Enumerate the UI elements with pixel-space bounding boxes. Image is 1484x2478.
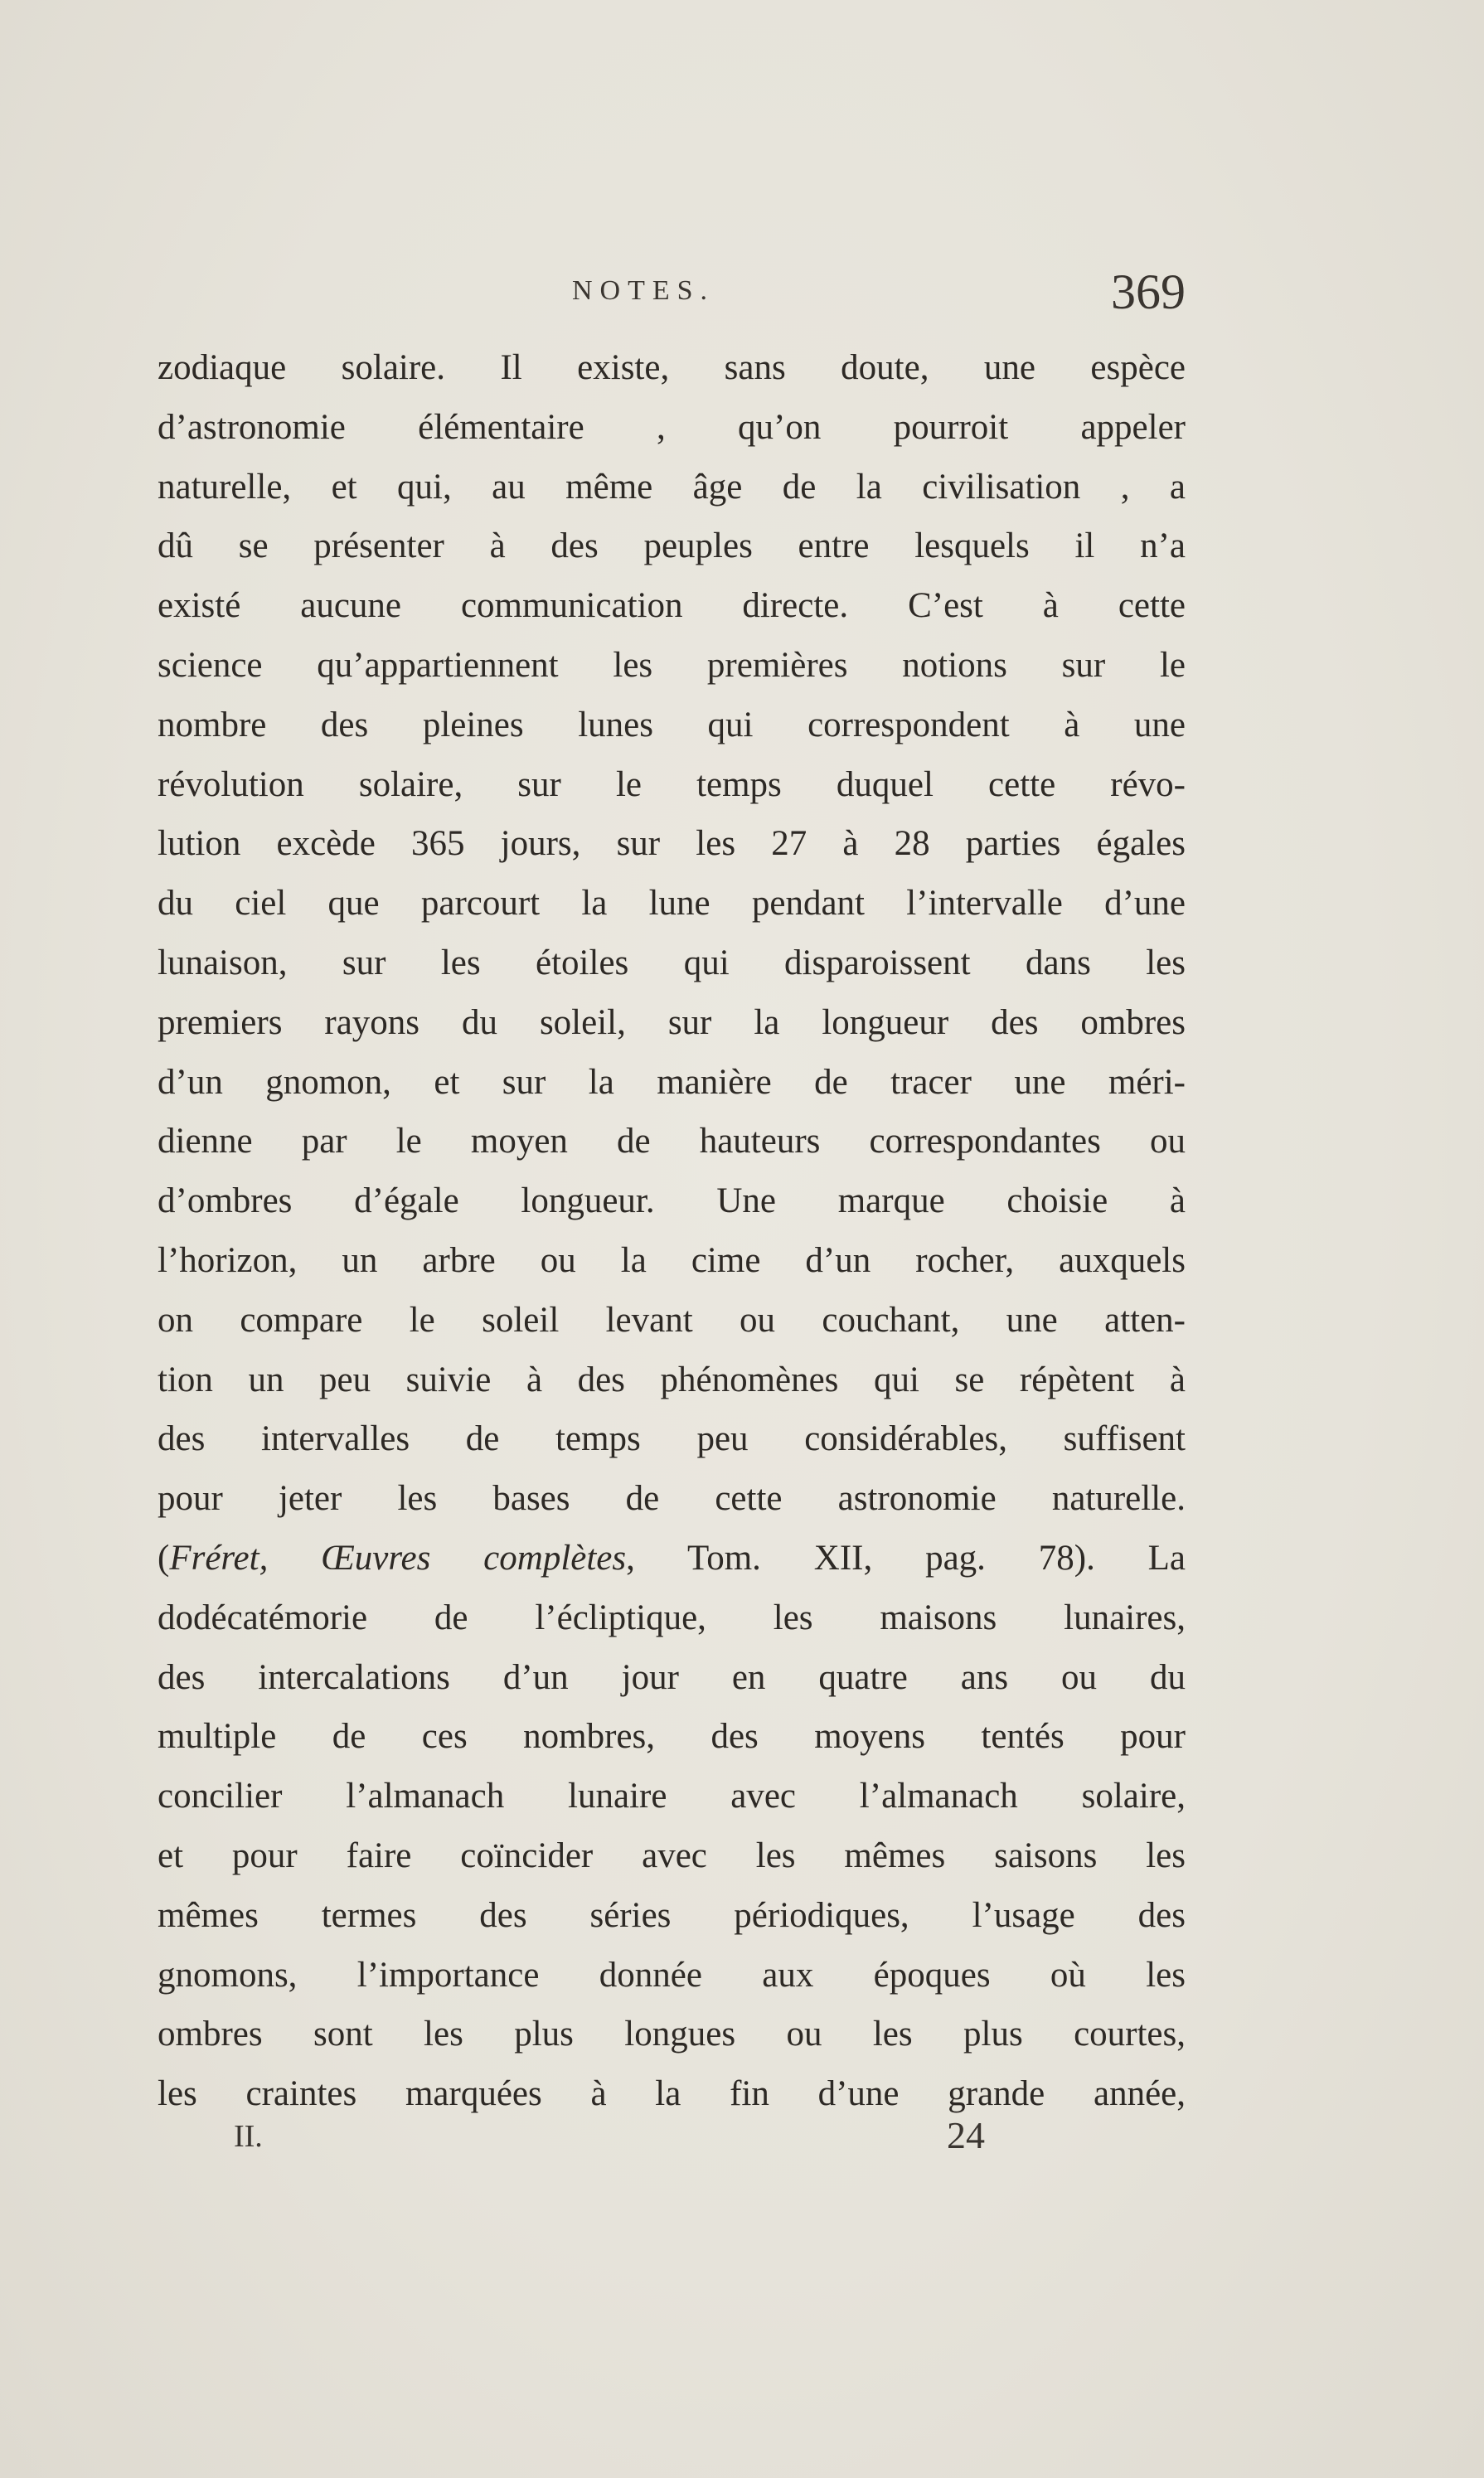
text-line: on compare le soleil levant ou couchant, une atten- <box>158 1300 1186 1340</box>
text-line: zodiaque solaire. Il existe, sans doute, une espèce <box>158 348 1186 387</box>
text-line: lution excède 365 jours, sur les 27 à 28 parties égales <box>158 824 1186 864</box>
text-line: d’astronomie élémentaire , qu’on pourroit appeler <box>158 407 1186 447</box>
text-line: nombre des pleines lunes qui correspondent à une <box>158 705 1186 744</box>
running-head-title: NOTES. <box>572 275 715 306</box>
text-line: les craintes marquées à la fin d’une grande année, <box>158 2074 1186 2114</box>
text-line: dodécatémorie de l’écliptique, les maisons lunaires, <box>158 1598 1186 1637</box>
text-line: dû se présenter à des peuples entre lesquels il n’a <box>158 526 1186 566</box>
text-line: tion un peu suivie à des phénomènes qui se répètent à <box>158 1360 1186 1399</box>
page-number: 369 <box>1111 264 1186 319</box>
citation-tome: , Tom. <box>626 1538 814 1578</box>
page-footer <box>158 2114 1186 2176</box>
citation-separator: , <box>259 1538 322 1578</box>
text-line: d’ombres d’égale longueur. Une marque choisie à <box>158 1181 1186 1221</box>
text-line: premiers rayons du soleil, sur la longueur des ombres <box>158 1002 1186 1042</box>
text-line: du ciel que parcourt la lune pendant l’intervalle d’une <box>158 884 1186 924</box>
text-line: révolution solaire, sur le temps duquel cette révo- <box>158 764 1186 804</box>
volume-number: II. <box>234 2119 263 2154</box>
text-line: ombres sont les plus longues ou les plus courtes, <box>158 2015 1186 2054</box>
signature-mark: 24 <box>947 2114 985 2156</box>
citation-work: Œuvres complètes <box>321 1538 627 1578</box>
text-line: science qu’appartiennent les premières notions sur le <box>158 645 1186 685</box>
text-line: concilier l’almanach lunaire avec l’almanach solaire, <box>158 1777 1186 1816</box>
text-line: pour jeter les bases de cette astronomie naturelle. <box>158 1479 1186 1519</box>
text-line: naturelle, et qui, au même âge de la civilisation , a <box>158 467 1186 507</box>
text-line: dienne par le moyen de hauteurs correspondantes ou <box>158 1122 1186 1161</box>
text-line: des intercalations d’un jour en quatre ans ou du <box>158 1657 1186 1697</box>
citation-line <box>158 1529 1186 1588</box>
citation-page-ref: , pag. 78). La <box>863 1538 1186 1578</box>
text-line: l’horizon, un arbre ou la cime d’un rocher, auxquels <box>158 1240 1186 1280</box>
text-line: multiple de ces nombres, des moyens tentés pour <box>158 1717 1186 1757</box>
body-text <box>158 338 1186 2124</box>
citation-volume: XII <box>813 1538 864 1578</box>
text-line: gnomons, l’importance donnée aux époques où les <box>158 1955 1186 1995</box>
text-line: lunaison, sur les étoiles qui disparoissent dans les <box>158 943 1186 982</box>
text-line: mêmes termes des séries périodiques, l’usage des <box>158 1895 1186 1935</box>
citation-author: Fréret <box>169 1538 259 1578</box>
text-line: existé aucune communication directe. C’est à cette <box>158 586 1186 626</box>
text-line: d’un gnomon, et sur la manière de tracer une méri- <box>158 1062 1186 1102</box>
text-line: des intervalles de temps peu considérables, suffisent <box>158 1419 1186 1459</box>
citation-open-paren: ( <box>158 1538 170 1578</box>
running-head <box>158 264 1186 330</box>
text-line: et pour faire coïncider avec les mêmes saisons les <box>158 1835 1186 1875</box>
